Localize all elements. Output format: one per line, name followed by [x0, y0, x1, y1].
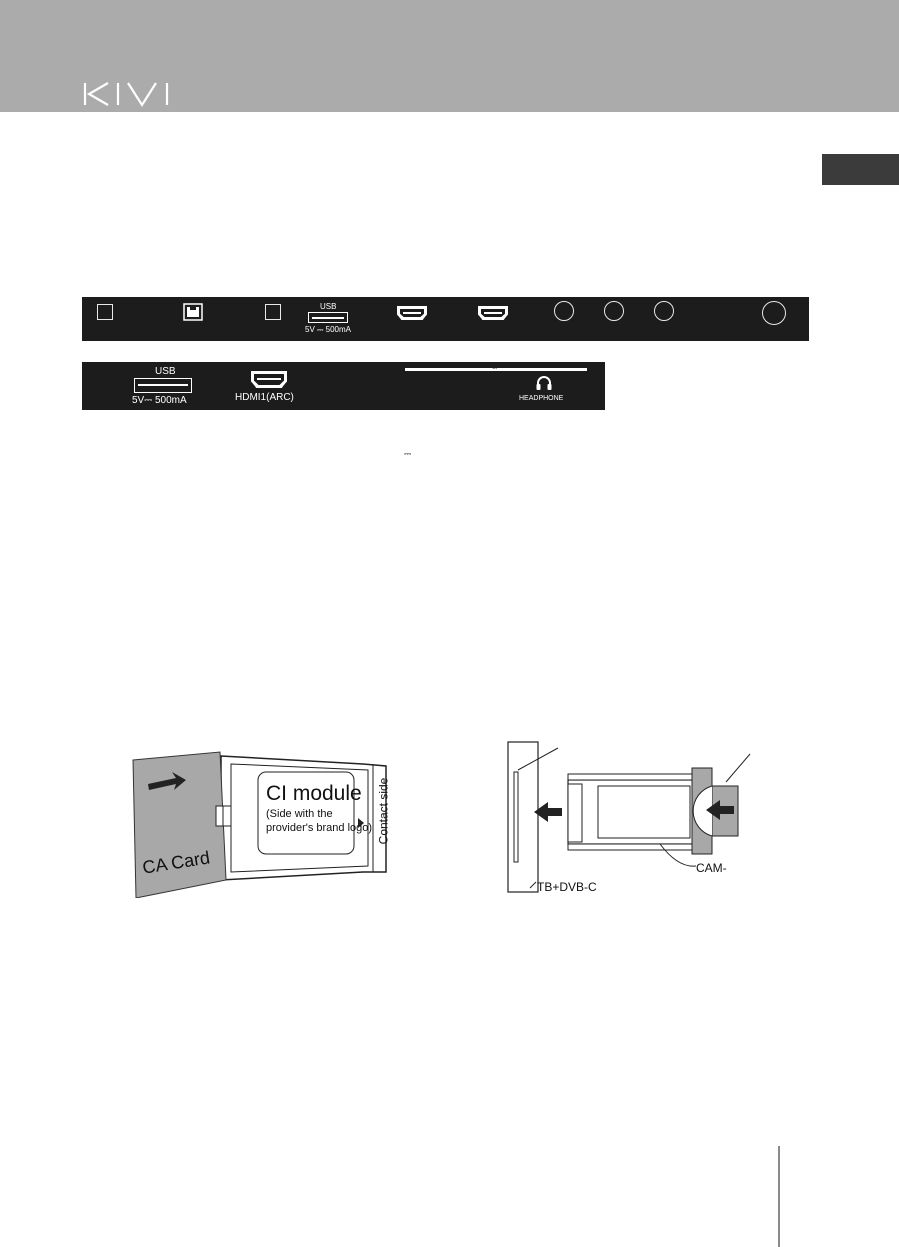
- antenna-port-icon: [97, 304, 113, 320]
- usb-spec: 5V ⎓ 500mA: [305, 325, 351, 334]
- ci-module-title: CI module: [266, 782, 362, 805]
- rear-connector-panel: [82, 297, 809, 341]
- ca-card-label: CA Card: [141, 847, 212, 878]
- av-jack-icon: [654, 301, 674, 321]
- hdmi-port-icon: [397, 306, 427, 320]
- usb-label: USB: [320, 302, 337, 311]
- headphone-label: HEADPHONE: [519, 395, 564, 402]
- power-jack-icon: [762, 301, 786, 325]
- av-jack-icon: [604, 301, 624, 321]
- ci-module-note: provider's brand logo): [266, 822, 373, 834]
- cam-insertion-drawing: [500, 740, 780, 900]
- headphone-icon: [535, 374, 553, 392]
- usb-port-icon: [134, 378, 192, 393]
- hdmi-label: HDMI1(ARC): [235, 392, 294, 403]
- usb-port-icon: [308, 312, 348, 323]
- ci-module-note: (Side with the: [266, 808, 333, 820]
- hdmi-port-icon: [251, 371, 287, 388]
- hdmi-port-icon: [478, 306, 508, 320]
- cam-insertion-figure: [500, 740, 780, 900]
- ci-label: CI: [492, 365, 497, 371]
- av-jack-icon: [554, 301, 574, 321]
- side-connector-panel: [82, 362, 605, 410]
- lan-port-icon: [183, 303, 203, 321]
- usb-label: USB: [155, 366, 176, 377]
- contact-side-label: Contact side: [376, 777, 391, 845]
- ci-card-figure: [128, 748, 398, 898]
- footer-divider: [778, 1146, 780, 1247]
- section-tab: [822, 154, 899, 185]
- optical-port-icon: [265, 304, 281, 320]
- tv-dvbc-label: TB+DVB-C: [537, 880, 597, 894]
- header-band: [0, 0, 899, 112]
- usb-spec: 5V⎓ 500mA: [132, 395, 187, 406]
- kivi-logo: [82, 80, 174, 108]
- cam-label: CAM-: [696, 861, 727, 875]
- dc-symbol: ⎓: [404, 449, 412, 459]
